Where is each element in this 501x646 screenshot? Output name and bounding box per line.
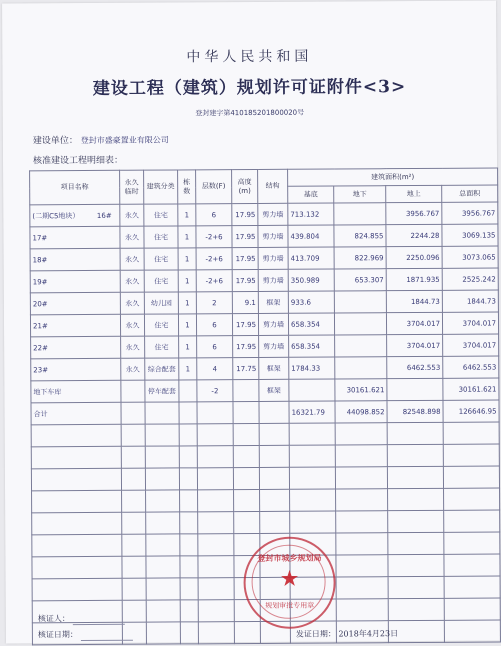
empty-cell [290,489,336,511]
cell-underground [335,357,387,379]
table-row [30,312,498,337]
empty-cell [180,534,198,556]
cell-base: 413.709 [288,247,334,269]
empty-cell [336,489,388,511]
cell-name: 22# [31,336,121,359]
empty-cell [146,622,180,644]
cell-floors: 4 [197,358,233,380]
table-row [31,356,499,381]
cell-structure: 剪力墙 [259,335,289,357]
empty-cell [260,489,290,511]
empty-cell [146,578,180,600]
cell-perm: 永久 [120,204,144,226]
permit-document [2,0,500,643]
table-row [31,378,499,403]
empty-cell [145,424,179,446]
certdate-handwritten [80,630,132,641]
cell-name: 19# [30,270,120,293]
empty-cell [259,445,289,467]
cell-category: 住宅 [145,336,179,358]
cell-floors: -2 [197,380,233,402]
empty-cell [444,532,500,554]
cell-height: 17.95 [232,225,258,247]
cell-name: (二期C5地块） 16# [30,204,120,227]
cell-structure: 框架 [258,291,288,313]
cell-total: 3704.017 [442,312,498,334]
header-structure: 结构 [258,169,288,203]
empty-cell [198,512,234,534]
empty-cell [197,424,233,446]
empty-cell [32,534,122,557]
cell-above: 3704.017 [386,312,442,334]
cell-height [233,379,259,401]
cell-underground: 653.307 [334,269,386,291]
cell-category: 住宅 [144,314,178,336]
empty-cell [388,598,444,620]
empty-cell [197,446,233,468]
empty-cell [179,424,197,446]
cell-total: 3073.065 [442,246,498,268]
cell-floors: 6 [196,314,232,336]
cell-floors [197,402,233,424]
empty-cell [32,578,122,601]
cell-floors: -2+6 [196,270,232,292]
cell-height [233,401,259,423]
cell-perm: 永久 [120,314,144,336]
cell-above: 1871.935 [386,268,442,290]
empty-cell [388,554,444,576]
permit-title: 建设工程（建筑）规划许可证附件<3> [92,77,407,99]
cell-base: 16321.79 [289,401,335,423]
cell-name: 合计 [31,402,121,425]
table-row [30,290,498,315]
empty-cell [179,446,197,468]
country-title: 中华人民共和国 [186,48,313,66]
table-row [31,400,499,425]
cell-perm: 永久 [120,270,144,292]
cell-total: 1844.73 [442,290,498,312]
cell-underground: 824.855 [334,225,386,247]
header-above: 地上 [386,185,442,202]
cell-floors: 2 [196,292,232,314]
empty-cell [289,445,335,467]
empty-row [31,466,499,491]
cell-floors: -2+6 [196,226,232,248]
cell-floors: 6 [196,204,232,226]
seal-arc-text: 登封市城乡规划局 [257,552,322,563]
empty-cell [146,512,180,534]
cell-base [289,379,335,401]
empty-cell [335,423,387,445]
empty-cell [198,534,234,556]
empty-cell [122,512,146,534]
cell-count: 1 [178,292,196,314]
cell-above: 6462.553 [387,356,443,378]
cell-perm: 永久 [120,292,144,314]
cell-count [179,402,197,424]
header-category: 建筑分类 [144,170,178,204]
empty-cell [197,468,233,490]
cell-above: 3704.017 [387,334,443,356]
header-count: 栋数 [178,170,196,204]
certifier-line [38,613,125,626]
cell-base: 1784.33 [289,357,335,379]
empty-cell [336,511,388,533]
empty-cell [234,489,260,511]
empty-cell [146,556,180,578]
empty-cell [180,490,198,512]
cell-above: 82548.898 [387,400,443,422]
cell-height: 17.95 [232,269,258,291]
empty-cell [259,423,289,445]
unit-label: 建设单位： [32,136,78,147]
cell-above: 2250.096 [386,246,442,268]
cell-name: 23# [31,358,121,381]
cell-structure [259,401,289,423]
cell-perm [121,380,145,402]
empty-row [32,510,500,535]
empty-cell [32,556,122,579]
header-name: 项目名称 [30,170,120,205]
issue-date: 2018年4月23日 [338,629,399,639]
cell-height: 17.95 [232,313,258,335]
empty-cell [198,578,234,600]
empty-cell [121,424,145,446]
seal-bottom-text: 规划审批专用章 [265,601,315,610]
empty-cell [31,468,121,491]
cell-category: 住宅 [144,204,178,226]
cell-structure: 剪力墙 [258,225,288,247]
empty-cell [336,577,388,599]
cell-underground [334,313,386,335]
cell-floors: 6 [197,336,233,358]
empty-cell [443,422,499,444]
cell-structure: 剪力墙 [258,247,288,269]
table-row [30,202,498,227]
cell-underground: 822.969 [334,247,386,269]
cell-underground [335,335,387,357]
empty-cell [443,466,499,488]
empty-cell [180,556,198,578]
table-subtitle: 核准建设工程明细表： [32,155,124,167]
cell-perm: 永久 [121,358,145,380]
cell-underground: 44098.852 [335,401,387,423]
cell-name: 17# [30,226,120,249]
cell-category: 住宅 [144,226,178,248]
empty-cell [387,444,443,466]
cell-above: 2244.28 [386,224,442,246]
table-row [30,246,498,271]
cell-category: 综合配套 [145,358,179,380]
empty-cell [387,422,443,444]
cell-name: 21# [30,314,120,337]
empty-cell [388,576,444,598]
cell-perm: 永久 [121,336,145,358]
empty-cell [31,424,121,447]
empty-cell [444,510,500,532]
cell-total: 3704.017 [443,334,499,356]
header-perm: 永久临时 [120,170,144,204]
empty-cell [122,556,146,578]
header-area-group: 建筑面积(m²) [288,168,498,186]
empty-cell [260,511,290,533]
cell-base: 713.132 [288,203,334,225]
empty-cell [32,512,122,535]
cell-count: 1 [178,270,196,292]
empty-cell [198,600,234,622]
empty-cell [444,576,500,598]
empty-cell [388,532,444,554]
table-row [30,268,498,293]
official-seal [243,536,336,629]
cell-total: 3956.767 [442,202,498,224]
empty-cell [122,600,146,622]
empty-row [32,488,500,513]
empty-cell [179,468,197,490]
empty-cell [198,622,234,644]
empty-cell [145,446,179,468]
cell-total: 3069.135 [442,224,498,246]
empty-cell [336,533,388,555]
cell-above [387,378,443,400]
cell-category: 住宅 [144,270,178,292]
empty-cell [234,621,260,643]
empty-cell [388,488,444,510]
cell-height: 17.95 [232,247,258,269]
issue-label: 发证日期： [295,629,336,639]
certdate-label: 核证日期： [37,630,78,640]
empty-cell [233,467,259,489]
empty-cell [198,556,234,578]
cell-height: 17.75 [233,357,259,379]
empty-cell [336,555,388,577]
empty-cell [444,620,500,642]
empty-cell [443,444,499,466]
empty-cell [387,466,443,488]
cell-name: 18# [30,248,120,271]
cell-underground [334,203,386,225]
empty-cell [180,578,198,600]
empty-cell [32,490,122,513]
cell-base: 658.354 [288,313,334,335]
empty-cell [198,490,234,512]
construction-unit [33,132,169,146]
cell-structure: 框架 [259,357,289,379]
cell-base: 350.989 [288,269,334,291]
cell-count: 1 [179,336,197,358]
cell-underground [334,291,386,313]
empty-cell [145,468,179,490]
cell-height: 9.1 [232,291,258,313]
empty-cell [259,467,289,489]
cell-name: 地下车库 [31,380,121,403]
cell-above: 3956.767 [386,202,442,224]
empty-row [31,422,499,447]
empty-cell [335,467,387,489]
cell-category [145,402,179,424]
cell-category: 幼儿园 [144,292,178,314]
empty-cell [290,511,336,533]
cell-count: 1 [178,226,196,248]
star-icon: ★ [279,566,300,592]
header-total: 总面积 [442,185,498,202]
empty-cell [180,600,198,622]
empty-cell [388,510,444,532]
empty-cell [289,423,335,445]
header-floors: 层数(F) [196,170,232,204]
unit-value: 登封市盛豪置业有限公司 [80,135,169,146]
empty-cell [444,488,500,510]
issue-date-line [296,628,398,640]
empty-cell [336,599,388,621]
cell-count: 1 [178,248,196,270]
empty-cell [146,490,180,512]
empty-cell [122,534,146,556]
empty-cell [122,578,146,600]
cell-base: 933.6 [288,291,334,313]
empty-cell [233,423,259,445]
empty-cell [122,490,146,512]
empty-cell [335,445,387,467]
empty-cell [146,534,180,556]
cell-height: 17.95 [233,335,259,357]
cell-underground: 30161.621 [335,379,387,401]
cell-name: 20# [30,292,120,315]
empty-cell [444,554,500,576]
certifier-label: 核证人： [37,614,70,624]
cell-total: 126646.95 [443,400,499,422]
empty-cell [234,511,260,533]
header-base: 基底 [288,186,334,203]
header-height: 高度(m) [232,169,258,203]
empty-cell [121,468,145,490]
header-underground: 地下 [334,186,386,203]
cell-total: 6462.553 [443,356,499,378]
document-number: 登封建字第410185201800020号 [195,108,305,118]
table-row [31,334,499,359]
cell-count: 1 [178,314,196,336]
empty-cell [121,446,145,468]
cell-structure: 剪力墙 [258,313,288,335]
cell-perm: 永久 [120,226,144,248]
certifier-signature [72,614,124,625]
cell-base: 658.354 [289,335,335,357]
cell-base: 439.804 [288,225,334,247]
cell-floors: -2+6 [196,248,232,270]
cell-total: 2525.242 [442,268,498,290]
cell-count: 1 [179,358,197,380]
cell-total: 30161.621 [443,378,499,400]
empty-cell [146,600,180,622]
cell-structure: 框架 [259,379,289,401]
cell-count: 1 [178,204,196,226]
empty-cell [180,622,198,644]
empty-cell [444,598,500,620]
cell-count [179,380,197,402]
cell-category: 住宅 [144,248,178,270]
table-row [30,224,498,249]
empty-cell [31,446,121,469]
empty-cell [180,512,198,534]
certdate-line [38,629,133,642]
cell-structure: 剪力墙 [258,269,288,291]
cell-perm [121,402,145,424]
cell-height: 17.95 [232,203,258,225]
cell-structure: 剪力墙 [258,203,288,225]
empty-row [31,444,499,469]
empty-cell [289,467,335,489]
cell-above: 1844.73 [386,290,442,312]
empty-cell [233,445,259,467]
cell-perm: 永久 [120,248,144,270]
cell-category: 停车配套 [145,380,179,402]
